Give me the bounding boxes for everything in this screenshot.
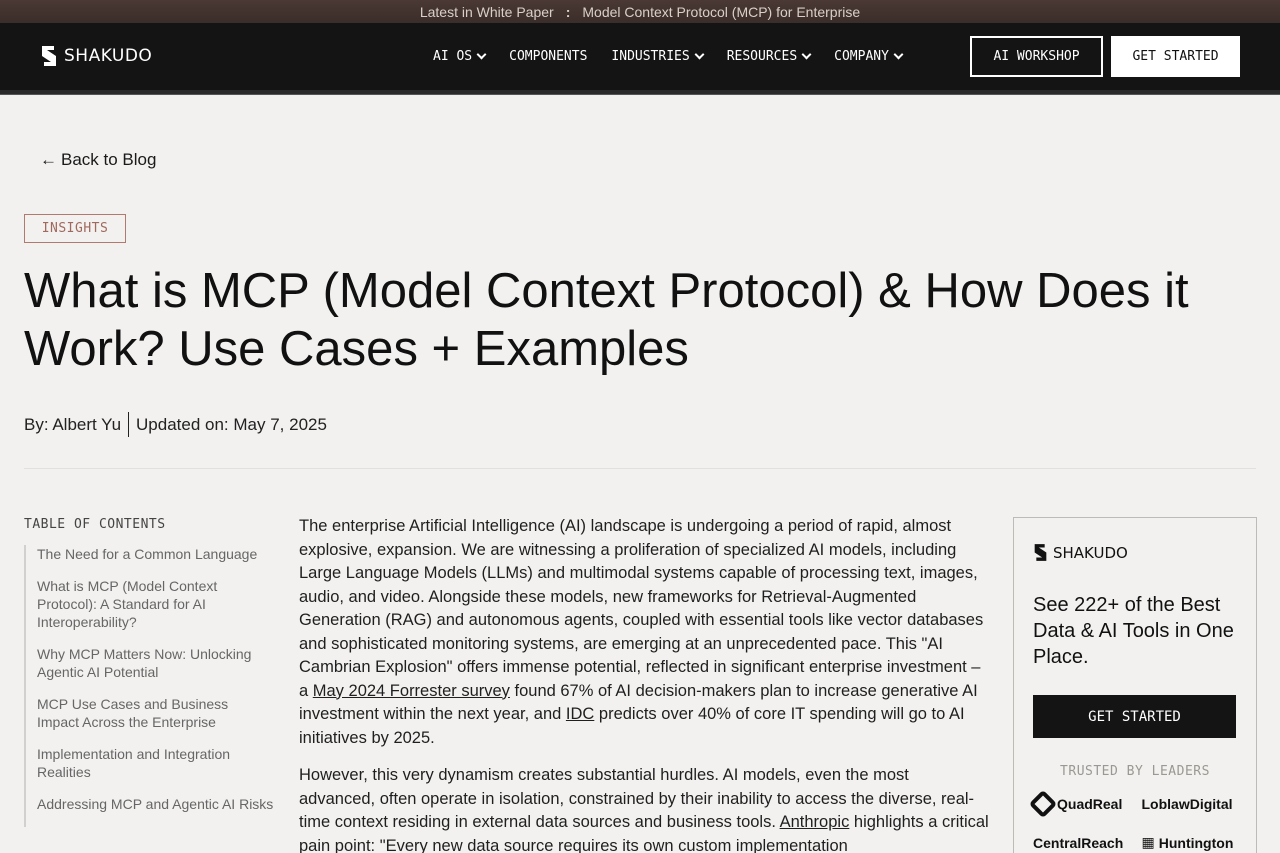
text-run: The enterprise Artificial Intelligence (AI) landscape is undergoing a period of rapid, almost explosive, expansion. We are witnessing a proliferation of specialized AI models, including Large Language Models (LLMs) and multimodal systems capable of processing text, images, audio, and video. Alongside these models, new frameworks for Retrieval-Augmented Generation (RAG) and autonomous agents, coupled with essential tools like vector databases and sophisticated monitoring systems, are emerging at an unprecedented pace. This "AI Cambrian Explosion" offers immense potential, reflected in significant enterprise investment – a (299, 517, 984, 700)
get-started-button[interactable]: GET STARTED (1111, 36, 1240, 77)
chevron-down-icon (477, 50, 487, 60)
shakudo-logo[interactable] (40, 44, 152, 68)
text-run: predicts over 40% of core IT spending will go to AI initiatives by 2025. (299, 705, 965, 747)
menu-resources[interactable] (727, 49, 810, 64)
logo-text: SHAKUDO (64, 46, 153, 66)
huntington-logo (1142, 834, 1239, 851)
announcement-separator: : (565, 3, 571, 20)
paragraph (299, 764, 989, 853)
menu-company[interactable] (834, 49, 902, 64)
menu-company-label: COMPANY (834, 49, 889, 64)
forrester-survey-link[interactable]: May 2024 Forrester survey (312, 681, 510, 700)
menu-ai-os-label: AI OS (433, 49, 473, 64)
quadreal-mark-icon (1029, 790, 1057, 818)
sidebar-headline: See 222+ of the Best Data & AI Tools in One Place. (1033, 594, 1234, 668)
announcement-bar[interactable] (0, 0, 1280, 23)
centralreach-logo (1033, 834, 1130, 851)
meta-divider (128, 412, 129, 437)
page-title: What is MCP (Model Context Protocol) & How Does it Work? Use Cases + Examples (24, 264, 1189, 376)
loblaw-digital-logo (1142, 794, 1239, 814)
idc-link[interactable]: IDC (565, 705, 595, 723)
updated-date: Updated on: May 7, 2025 (136, 414, 327, 434)
client-name: CentralReach (1033, 834, 1124, 851)
article-meta (24, 412, 327, 437)
announcement-link[interactable]: Model Context Protocol (MCP) for Enterprise (582, 3, 861, 20)
toc-item[interactable]: The Need for a Common Language (37, 546, 258, 562)
section-divider (24, 468, 1256, 469)
toc-item[interactable]: Addressing MCP and Agentic AI Risks (37, 796, 274, 812)
toc-item[interactable]: What is MCP (Model Context Protocol): A Standard for AI Interoperability? (37, 578, 218, 630)
client-name: Huntington (1158, 834, 1234, 851)
back-to-blog-link[interactable] (40, 150, 156, 170)
toc-item[interactable]: Why MCP Matters Now: Unlocking Agentic AI Potential (37, 646, 252, 680)
chevron-down-icon (894, 50, 904, 60)
quadreal-logo (1033, 794, 1130, 814)
shakudo-s-icon (1033, 542, 1048, 563)
sidebar-logo (1033, 542, 1128, 563)
huntington-mark-icon: ▦ (1141, 834, 1155, 850)
chevron-down-icon (802, 50, 812, 60)
text-run: highlights a critical pain point: "Every new data source requires its own custom implementation (299, 813, 989, 853)
author: By: Albert Yu (24, 414, 122, 434)
chevron-down-icon (694, 50, 704, 60)
sidebar-cta-card (1013, 517, 1257, 853)
text-run: found 67% of AI decision-makers plan to increase generative AI investment within the next year, and (299, 681, 978, 723)
category-tag[interactable]: INSIGHTS (24, 214, 126, 243)
menu-components-label: COMPONENTS (509, 49, 588, 64)
text-run: However, this very dynamism creates substantial hurdles. AI models, even the most advanced, often operate in isolation, constrained by their inability to access the diverse, real-time context residing in external data sources and business tools. (299, 766, 975, 831)
sidebar-logo-text: SHAKUDO (1053, 543, 1128, 562)
toc-item[interactable]: Implementation and Integration Realities (37, 746, 231, 780)
back-to-blog-label: Back to Blog (61, 150, 157, 169)
toc-item[interactable]: MCP Use Cases and Business Impact Across the Enterprise (37, 696, 229, 730)
menu-ai-os[interactable] (433, 49, 485, 64)
table-of-contents (24, 545, 274, 827)
nav-divider (0, 90, 1280, 95)
top-navigation (0, 23, 1280, 90)
menu-resources-label: RESOURCES (726, 49, 798, 64)
shakudo-s-icon (40, 44, 58, 68)
trusted-by-label: TRUSTED BY LEADERS (1060, 764, 1210, 779)
client-name: LoblawDigital (1141, 796, 1233, 812)
menu-industries[interactable] (611, 49, 702, 64)
client-logos (1033, 794, 1238, 851)
article-body (299, 515, 989, 853)
main-menu (433, 23, 926, 90)
ai-workshop-button[interactable]: AI WORKSHOP (970, 36, 1103, 77)
anthropic-link[interactable]: Anthropic (779, 813, 850, 831)
sidebar-get-started-button[interactable]: GET STARTED (1033, 695, 1236, 738)
paragraph (299, 515, 989, 750)
client-name: QuadReal (1057, 796, 1123, 812)
menu-industries-label: INDUSTRIES (611, 49, 690, 64)
menu-components[interactable] (509, 49, 587, 64)
toc-heading: TABLE OF CONTENTS (24, 517, 166, 532)
announcement-prefix: Latest in White Paper (419, 3, 554, 20)
arrow-left-icon: ← (40, 150, 57, 169)
